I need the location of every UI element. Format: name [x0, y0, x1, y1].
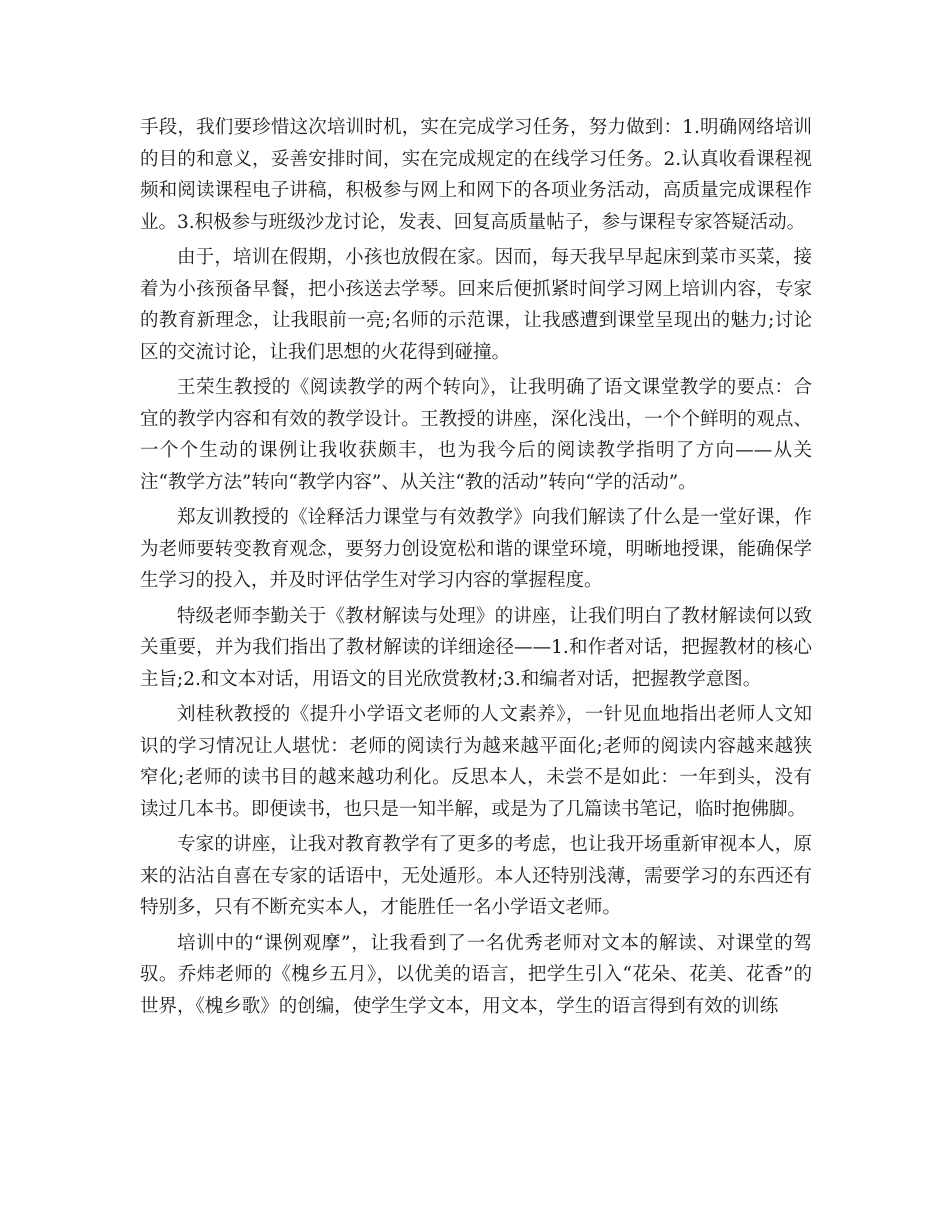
- paragraph-8: 培训中的“课例观摩”，让我看到了一名优秀老师对文本的解读、对课堂的驾驭。乔炜老师的《槐乡五月》，以优美的语言，把学生引入“花朵、花美、花香”的世界，《槐乡歌》的创编，使学生学文本，用文本，学生的语言得到有效的训练: [140, 932, 812, 1017]
- paragraph-2: 由于，培训在假期，小孩也放假在家。因而，每天我早早起床到菜市买菜，接着为小孩预备早餐，把小孩送去学琴。回来后便抓紧时间学习网上培训内容，专家的教育新理念，让我眼前一亮;名师的示范课，让我感遭到课堂呈现出的魅力;讨论区的交流讨论，让我们思想的火花得到碰撞。: [140, 247, 812, 363]
- paragraph-5: 特级老师李勤关于《教材解读与处理》的讲座，让我们明白了教材解读何以致关重要，并为我们指出了教材解读的详细途径——1.和作者对话，把握教材的核心主旨;2.和文本对话，用语文的目光欣赏教材;3.和编者对话，把握教学意图。: [140, 605, 812, 690]
- paragraph-4: 郑友训教授的《诠释活力课堂与有效教学》向我们解读了什么是一堂好课，作为老师要转变教育观念，要努力创设宽松和谐的课堂环境，明晰地授课，能确保学生学习的投入，并及时评估学生对学习内容的掌握程度。: [140, 507, 812, 591]
- paragraph-7: 专家的讲座，让我对教育教学有了更多的考虑，也让我开场重新审视本人，原来的沾沾自喜在专家的话语中，无处遁形。本人还特别浅薄，需要学习的东西还有特别多，只有不断充实本人，才能胜任一名小学语文老师。: [140, 834, 812, 918]
- paragraph-1: 手段，我们要珍惜这次培训时机，实在完成学习任务，努力做到：1.明确网络培训的目的和意义，妥善安排时间，实在完成规定的在线学习任务。2.认真收看课程视频和阅读课程电子讲稿，积极参与网上和网下的各项业务活动，高质量完成课程作业。3.积极参与班级沙龙讨论，发表、回复高质量帖子，参与课程专家答疑活动。: [140, 117, 812, 233]
- document-body: [140, 112, 812, 1026]
- paragraph-6: 刘桂秋教授的《提升小学语文老师的人文素养》，一针见血地指出老师人文知识的学习情况让人堪忧：老师的阅读行为越来越平面化;老师的阅读内容越来越狭窄化;老师的读书目的越来越功利化。反思本人，未尝不是如此：一年到头，没有读过几本书。即便读书，也只是一知半解，或是为了几篇读书笔记，临时抱佛脚。: [140, 704, 812, 820]
- paragraph-3: 王荣生教授的《阅读教学的两个转向》，让我明确了语文课堂教学的要点：合宜的教学内容和有效的教学设计。王教授的讲座，深化浅出，一个个鲜明的观点、一个个生动的课例让我收获颇丰，也为我今后的阅读教学指明了方向——从关注“教学方法”转向“教学内容”、从关注“教的活动”转向“学的活动”。: [140, 377, 812, 493]
